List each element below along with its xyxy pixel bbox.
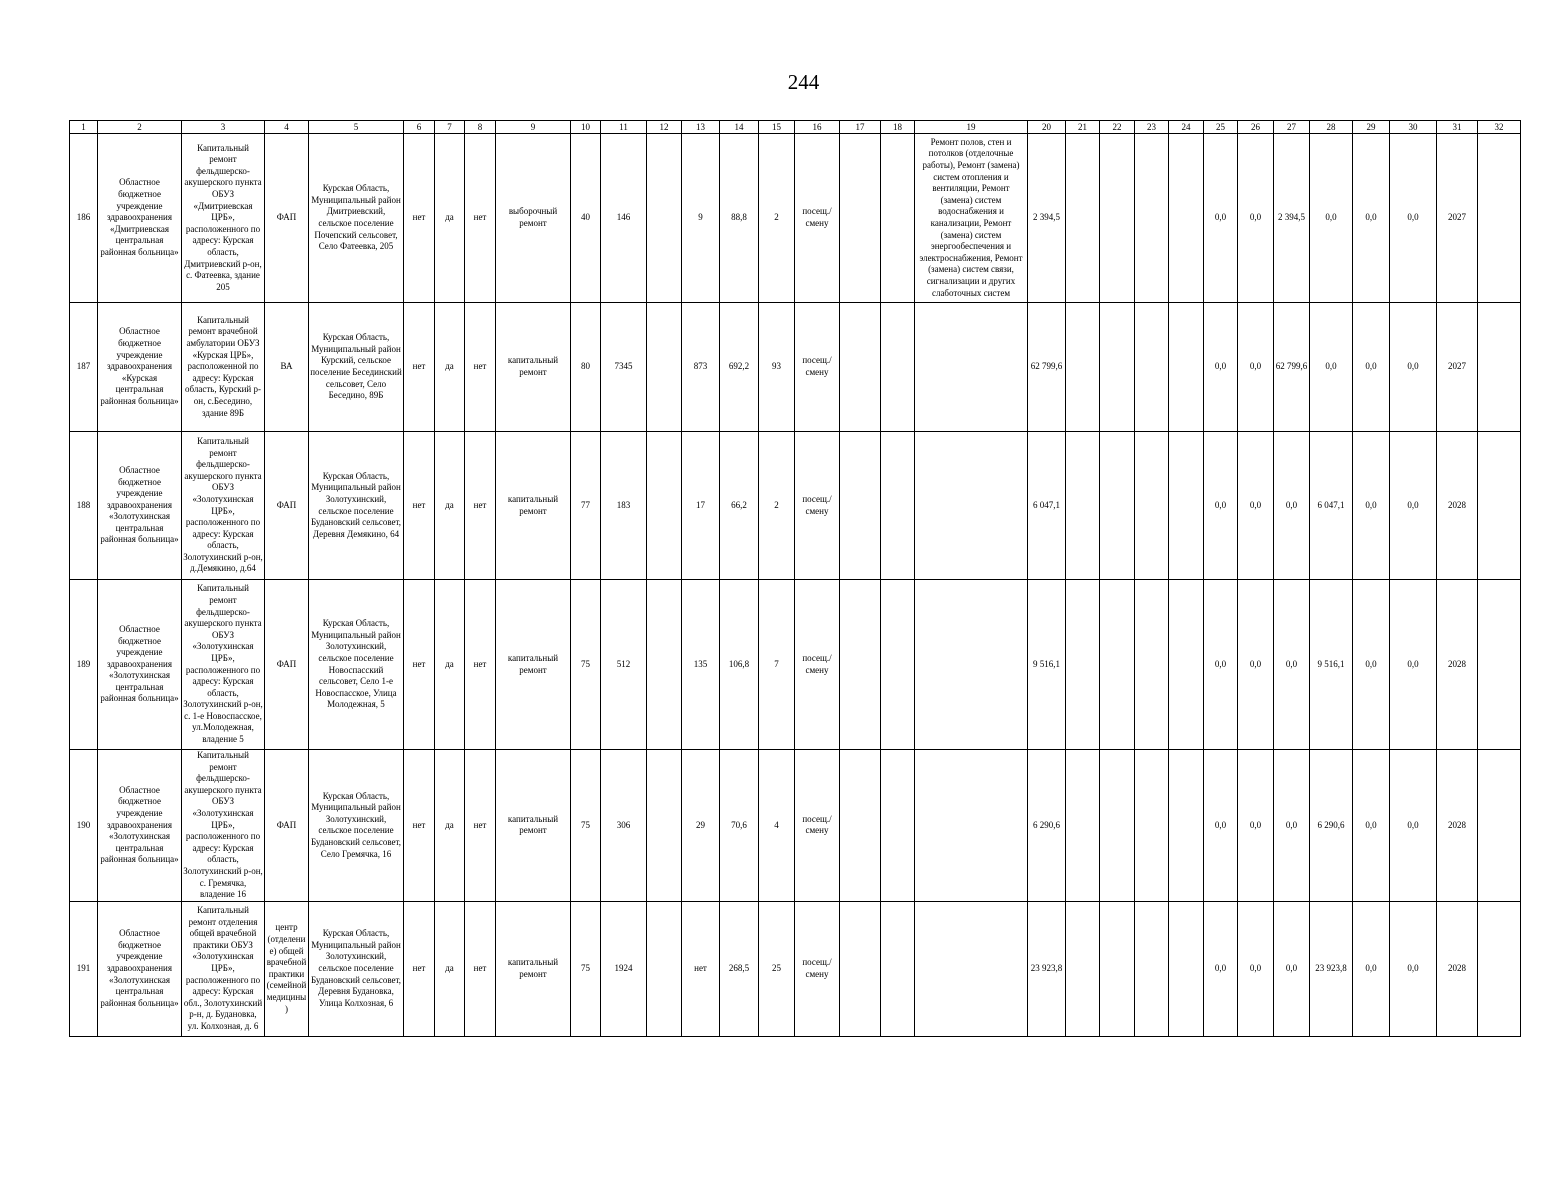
column-number-cell: 13	[682, 121, 720, 134]
table-cell: 0,0	[1353, 432, 1390, 580]
table-cell: 75	[571, 580, 601, 750]
table-cell: 0,0	[1390, 432, 1437, 580]
table-cell: нет	[465, 580, 496, 750]
table-cell: 62 799,6	[1274, 303, 1310, 432]
table-cell: посещ./ смену	[795, 901, 840, 1036]
table-cell: 186	[70, 134, 98, 303]
table-cell	[1066, 432, 1100, 580]
table-cell: 106,8	[720, 580, 759, 750]
table-cell: 0,0	[1390, 901, 1437, 1036]
column-number-cell: 14	[720, 121, 759, 134]
table-cell	[1100, 432, 1135, 580]
table-cell: 9	[682, 134, 720, 303]
table-cell: да	[435, 134, 465, 303]
table-cell: выборочный ремонт	[496, 134, 571, 303]
table-cell: 0,0	[1310, 303, 1353, 432]
table-cell: нет	[465, 134, 496, 303]
table-cell	[1135, 901, 1169, 1036]
table-cell	[840, 134, 881, 303]
column-number-cell: 25	[1204, 121, 1238, 134]
column-number-cell: 27	[1274, 121, 1310, 134]
table-cell: нет	[404, 303, 435, 432]
table-cell: 93	[759, 303, 795, 432]
column-number-cell: 8	[465, 121, 496, 134]
table-row	[70, 580, 1521, 750]
table-cell: 0,0	[1204, 303, 1238, 432]
table-cell: 0,0	[1390, 750, 1437, 902]
table-cell: Областное бюджетное учреждение здравоохранения «Золотухинская центральная районная больница»	[98, 432, 182, 580]
table-cell: 62 799,6	[1028, 303, 1066, 432]
table-cell: 0,0	[1238, 303, 1274, 432]
column-number-cell: 11	[601, 121, 647, 134]
table-cell: 190	[70, 750, 98, 902]
table-cell: да	[435, 901, 465, 1036]
table-cell	[881, 432, 915, 580]
table-cell	[1169, 580, 1204, 750]
table-cell	[1478, 134, 1521, 303]
table-cell: 2027	[1437, 134, 1478, 303]
table-cell	[915, 303, 1028, 432]
table-cell: 9 516,1	[1310, 580, 1353, 750]
column-number-cell: 28	[1310, 121, 1353, 134]
table-cell	[1135, 580, 1169, 750]
column-number-cell: 17	[840, 121, 881, 134]
table-cell	[881, 750, 915, 902]
column-number-cell: 30	[1390, 121, 1437, 134]
table-cell: Курская Область, Муниципальный район Золотухинский, сельское поселение Будановский сельсовет, Деревня Демякино, 64	[309, 432, 404, 580]
table-cell: 2028	[1437, 432, 1478, 580]
table-cell: нет	[404, 134, 435, 303]
table-cell: 70,6	[720, 750, 759, 902]
table-cell: 25	[759, 901, 795, 1036]
table-cell	[647, 580, 682, 750]
table-cell: 188	[70, 432, 98, 580]
table-cell	[1478, 303, 1521, 432]
column-number-cell: 29	[1353, 121, 1390, 134]
column-number-cell: 3	[182, 121, 265, 134]
table-cell: Областное бюджетное учреждение здравоохранения «Золотухинская центральная районная больница»	[98, 901, 182, 1036]
column-number-cell: 6	[404, 121, 435, 134]
table-cell: 512	[601, 580, 647, 750]
table-cell	[1169, 134, 1204, 303]
table-cell	[840, 303, 881, 432]
page-number: 244	[787, 70, 820, 94]
table-cell: ФАП	[265, 580, 309, 750]
table-cell: нет	[465, 303, 496, 432]
table-cell: 0,0	[1238, 901, 1274, 1036]
table-cell: 0,0	[1390, 303, 1437, 432]
column-number-cell: 22	[1100, 121, 1135, 134]
table-cell	[1169, 901, 1204, 1036]
table-cell: 7	[759, 580, 795, 750]
table-cell	[1478, 901, 1521, 1036]
table-cell: 183	[601, 432, 647, 580]
table-cell: капитальный ремонт	[496, 432, 571, 580]
table-cell: 40	[571, 134, 601, 303]
table-cell: 0,0	[1353, 750, 1390, 902]
table-cell: 191	[70, 901, 98, 1036]
column-number-cell: 15	[759, 121, 795, 134]
table-cell: 0,0	[1204, 901, 1238, 1036]
table-cell: 23 923,8	[1310, 901, 1353, 1036]
table-cell: нет	[465, 901, 496, 1036]
column-number-cell: 18	[881, 121, 915, 134]
column-number-cell: 4	[265, 121, 309, 134]
table-cell: 0,0	[1274, 901, 1310, 1036]
table-cell	[915, 580, 1028, 750]
table-cell: нет	[404, 580, 435, 750]
table-cell: Капитальный ремонт врачебной амбулатории ОБУЗ «Курская ЦРБ», расположенной по адресу: Курская область, Курский р-он, с.Беседино, здание 89Б	[182, 303, 265, 432]
table-cell: капитальный ремонт	[496, 303, 571, 432]
table-cell: 0,0	[1353, 134, 1390, 303]
table-cell	[840, 432, 881, 580]
table-cell: нет	[682, 901, 720, 1036]
table-cell: 187	[70, 303, 98, 432]
column-number-cell: 16	[795, 121, 840, 134]
table-cell	[1478, 432, 1521, 580]
table-cell: 2	[759, 134, 795, 303]
table-cell	[1169, 303, 1204, 432]
table-cell: нет	[465, 750, 496, 902]
table-cell	[1135, 432, 1169, 580]
table-cell: 268,5	[720, 901, 759, 1036]
table-cell: Капитальный ремонт фельдшерско-акушерского пункта ОБУЗ «Дмитриевская ЦРБ», расположенного по адресу: Курская область, Дмитриевский р-он, с. Фатеевка, здание 205	[182, 134, 265, 303]
table-cell	[915, 432, 1028, 580]
table-cell: нет	[404, 750, 435, 902]
table-cell	[1100, 303, 1135, 432]
table-cell: ВА	[265, 303, 309, 432]
table-cell: 75	[571, 750, 601, 902]
table-row	[70, 901, 1521, 1036]
table-cell	[915, 750, 1028, 902]
table-cell: Областное бюджетное учреждение здравоохранения «Золотухинская центральная районная больница»	[98, 580, 182, 750]
table-cell: 0,0	[1238, 134, 1274, 303]
table-cell	[1135, 134, 1169, 303]
table-cell	[881, 580, 915, 750]
table-cell: 7345	[601, 303, 647, 432]
table-cell: 0,0	[1238, 750, 1274, 902]
table-cell	[1169, 432, 1204, 580]
column-number-cell: 2	[98, 121, 182, 134]
table-cell: 2028	[1437, 580, 1478, 750]
table-cell: 2 394,5	[1028, 134, 1066, 303]
table-cell: 0,0	[1274, 580, 1310, 750]
table-cell: Курская Область, Муниципальный район Золотухинский, сельское поселение Будановский сельсовет, Село Гремячка, 16	[309, 750, 404, 902]
table-cell	[1066, 134, 1100, 303]
table-cell	[1100, 580, 1135, 750]
table-cell: 0,0	[1204, 580, 1238, 750]
column-number-cell: 31	[1437, 121, 1478, 134]
table-cell: 0,0	[1390, 580, 1437, 750]
table-cell	[881, 303, 915, 432]
table-cell: да	[435, 432, 465, 580]
table-cell: посещ./ смену	[795, 303, 840, 432]
table-cell: 306	[601, 750, 647, 902]
table-cell: 88,8	[720, 134, 759, 303]
table-cell	[647, 134, 682, 303]
table-cell: Капитальный ремонт фельдшерско-акушерского пункта ОБУЗ «Золотухинская ЦРБ», расположенного по адресу: Курская область, Золотухинский р-он, с. 1-е Новоспасское, ул.Молодежная, владение 5	[182, 580, 265, 750]
table-cell: 9 516,1	[1028, 580, 1066, 750]
column-number-cell: 1	[70, 121, 98, 134]
table-cell	[840, 750, 881, 902]
table-cell: Курская Область, Муниципальный район Курский, сельское поселение Бесединский сельсовет, Село Беседино, 89Б	[309, 303, 404, 432]
table-cell	[1135, 750, 1169, 902]
table-cell: 6 047,1	[1028, 432, 1066, 580]
table-cell: 29	[682, 750, 720, 902]
table-cell: 6 290,6	[1028, 750, 1066, 902]
table-cell: посещ./ смену	[795, 134, 840, 303]
table-cell: ФАП	[265, 134, 309, 303]
table-cell	[1066, 580, 1100, 750]
table-cell: посещ./ смену	[795, 580, 840, 750]
table-cell: нет	[465, 432, 496, 580]
table-cell: посещ./ смену	[795, 750, 840, 902]
column-number-cell: 9	[496, 121, 571, 134]
table-cell: капитальный ремонт	[496, 580, 571, 750]
table-cell: 66,2	[720, 432, 759, 580]
table-cell: 0,0	[1204, 432, 1238, 580]
table-cell: 2028	[1437, 750, 1478, 902]
column-number-cell: 7	[435, 121, 465, 134]
table-cell: 2028	[1437, 901, 1478, 1036]
table-cell: капитальный ремонт	[496, 750, 571, 902]
table-cell: 146	[601, 134, 647, 303]
table-cell: ФАП	[265, 432, 309, 580]
table-cell: да	[435, 303, 465, 432]
table-row	[70, 134, 1521, 303]
table-cell: Капитальный ремонт фельдшерско-акушерского пункта ОБУЗ «Золотухинская ЦРБ», расположенного по адресу: Курская область, Золотухинский р-он, с. Гремячка, владение 16	[182, 750, 265, 902]
table-cell: 0,0	[1353, 901, 1390, 1036]
table-cell	[1478, 750, 1521, 902]
table-cell	[647, 901, 682, 1036]
table-cell: 1924	[601, 901, 647, 1036]
column-number-cell: 21	[1066, 121, 1100, 134]
table-cell: 77	[571, 432, 601, 580]
column-number-cell: 23	[1135, 121, 1169, 134]
table-cell: 0,0	[1390, 134, 1437, 303]
table-row	[70, 303, 1521, 432]
table-cell: нет	[404, 432, 435, 580]
table-cell: нет	[404, 901, 435, 1036]
table-cell	[840, 901, 881, 1036]
table-cell	[647, 303, 682, 432]
table-cell: Областное бюджетное учреждение здравоохранения «Курская центральная районная больница»	[98, 303, 182, 432]
table-cell	[1100, 134, 1135, 303]
table-cell	[647, 432, 682, 580]
table-cell	[1100, 901, 1135, 1036]
table-cell	[1100, 750, 1135, 902]
table-cell: 0,0	[1310, 134, 1353, 303]
table-cell: центр (отделение) общей врачебной практики (семейной медицины)	[265, 901, 309, 1036]
table-row	[70, 432, 1521, 580]
table-cell: ФАП	[265, 750, 309, 902]
table-cell: Ремонт полов, стен и потолков (отделочные работы), Ремонт (замена) систем отопления и вентиляции, Ремонт (замена) систем водоснабжения и канализации, Ремонт (замена) систем энергообеспечения и электроснабжения, Ремонт (замена) систем связи, сигнализации и других слаботочных систем	[915, 134, 1028, 303]
table-cell: 189	[70, 580, 98, 750]
repair-registry-table	[69, 120, 1521, 1037]
table-cell: 2027	[1437, 303, 1478, 432]
column-number-header-row	[70, 121, 1521, 134]
table-cell: 0,0	[1353, 303, 1390, 432]
table-cell: 135	[682, 580, 720, 750]
column-number-cell: 20	[1028, 121, 1066, 134]
table-cell: Областное бюджетное учреждение здравоохранения «Дмитриевская центральная районная больница»	[98, 134, 182, 303]
table-cell: да	[435, 580, 465, 750]
column-number-cell: 32	[1478, 121, 1521, 134]
table-cell	[881, 901, 915, 1036]
table-cell: 23 923,8	[1028, 901, 1066, 1036]
table-cell: посещ./ смену	[795, 432, 840, 580]
table-cell: 0,0	[1204, 134, 1238, 303]
column-number-cell: 10	[571, 121, 601, 134]
column-number-cell: 19	[915, 121, 1028, 134]
column-number-cell: 5	[309, 121, 404, 134]
table-cell	[1066, 750, 1100, 902]
column-number-cell: 24	[1169, 121, 1204, 134]
table-cell: Курская Область, Муниципальный район Дмитриевский, сельское поселение Почепский сельсовет, Село Фатеевка, 205	[309, 134, 404, 303]
table-row	[70, 750, 1521, 902]
table-cell: 2 394,5	[1274, 134, 1310, 303]
column-number-cell: 12	[647, 121, 682, 134]
table-cell	[647, 750, 682, 902]
table-cell	[1066, 303, 1100, 432]
table-cell: 0,0	[1204, 750, 1238, 902]
table-cell: 6 290,6	[1310, 750, 1353, 902]
table-cell: 2	[759, 432, 795, 580]
table-cell: 0,0	[1238, 432, 1274, 580]
table-cell	[1135, 303, 1169, 432]
column-number-cell: 26	[1238, 121, 1274, 134]
table-cell: Капитальный ремонт фельдшерско-акушерского пункта ОБУЗ «Золотухинская ЦРБ», расположенного по адресу: Курская область, Золотухинский р-он, д.Демякино, д.64	[182, 432, 265, 580]
table-cell: 4	[759, 750, 795, 902]
table-cell: Областное бюджетное учреждение здравоохранения «Золотухинская центральная районная больница»	[98, 750, 182, 902]
table-cell: 0,0	[1274, 432, 1310, 580]
table-cell	[1478, 580, 1521, 750]
table-cell: 75	[571, 901, 601, 1036]
table-cell: 0,0	[1238, 580, 1274, 750]
table-cell	[881, 134, 915, 303]
table-cell: 80	[571, 303, 601, 432]
table-cell: Курская Область, Муниципальный район Золотухинский, сельское поселение Новоспасский сельсовет, Село 1-е Новоспасское, Улица Молодежная, 5	[309, 580, 404, 750]
table-cell: Капитальный ремонт отделения общей врачебной практики ОБУЗ «Золотухинская ЦРБ», расположенного по адресу: Курская обл., Золотухинский р-н, д. Будановка, ул. Колхозная, д. 6	[182, 901, 265, 1036]
table-cell: 0,0	[1353, 580, 1390, 750]
table-cell: Курская Область, Муниципальный район Золотухинский, сельское поселение Будановский сельсовет, Деревня Будановка, Улица Колхозная, 6	[309, 901, 404, 1036]
table-cell: 692,2	[720, 303, 759, 432]
table-cell: 873	[682, 303, 720, 432]
table-cell	[915, 901, 1028, 1036]
table-cell	[1169, 750, 1204, 902]
table-cell: 17	[682, 432, 720, 580]
table-cell: да	[435, 750, 465, 902]
table-cell: 6 047,1	[1310, 432, 1353, 580]
table-cell	[1066, 901, 1100, 1036]
table-cell	[840, 580, 881, 750]
table-cell: капитальный ремонт	[496, 901, 571, 1036]
table-cell: 0,0	[1274, 750, 1310, 902]
